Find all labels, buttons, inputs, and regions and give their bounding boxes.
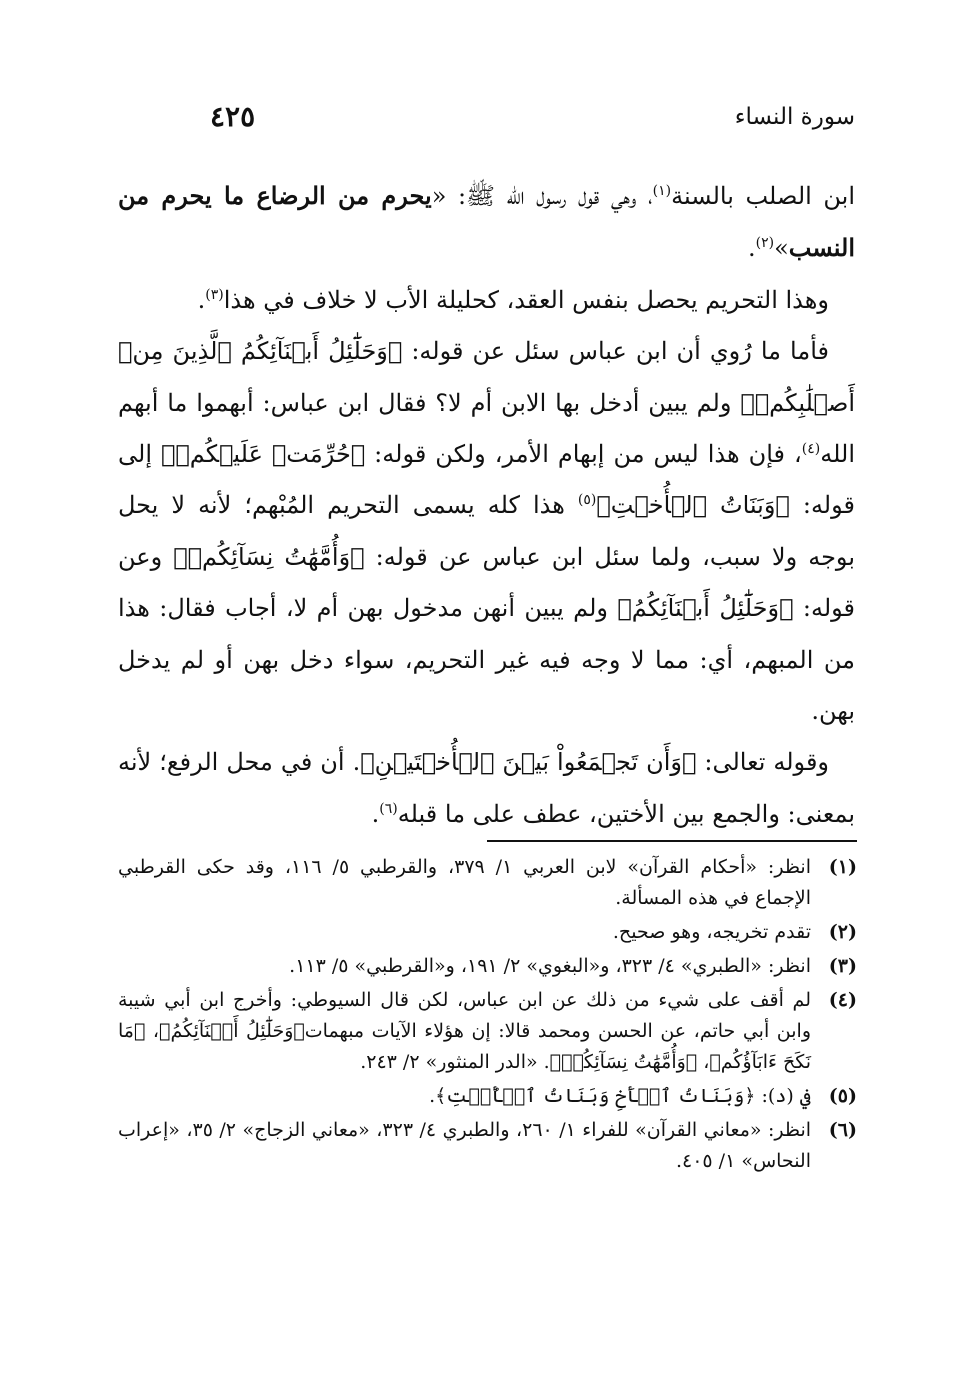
footnote-number: (٢) [828,921,857,943]
text-run: . [371,799,380,828]
text-run: . [197,285,206,314]
main-text [118,170,855,840]
text-run: ، وهي قول رسول الله ﷺ: « [431,182,653,210]
text-run: إلى قوله: [118,440,855,520]
text-run: . [748,234,756,263]
text-run: هذا كله يسمى التحريم المُبْهم؛ لأنه لا يحل بوجه ولا سبب، ولما سئل ابن عباس عن قوله: [118,491,856,571]
footnote-item [118,1081,857,1112]
quran-quote: ﴿وَحَلَٰٓئِلُ أَبۡنَآئِكُمُ﴾ [617,594,794,623]
hadith-text: يحرم من الرضاع ما يحرم من النسب [118,181,855,263]
page-header [130,100,855,144]
text-run: وقوله تعالى: [696,748,830,777]
footnote-ref: (١) [652,183,672,199]
text-run: ولم يبين أدخل بها الابن أم لا؟ فقال ابن عباس: أبهموا ما أبهم الله [118,388,855,469]
page-number: ٤٢٥ [210,100,256,133]
footnote-separator [487,840,857,842]
text-run: . أن في محل الرفع؛ لأنه بمعنى: والجمع بين الأختين، عطف على ما قبله [118,748,855,828]
paragraph-3 [118,326,855,737]
footnote-text: في (د): ﴿وَبَنَاتُ ٱلۡأَخِ وَبَنَاتُ ٱلۡأُخۡتِ﴾. [429,1085,811,1107]
text-run: ولم يبين أنهن مدخول بهن أم لا، أجاب فقال: هذا من المبهم، أي: مما لا وجه فيه غير التحريم، سواء دخل بهن أو لم يدخل بهن. [118,594,855,726]
quran-quote: ﴿حُرِّمَتۡ عَلَيۡكُمۡ﴾ [160,440,366,469]
surah-name: سورة النساء [734,104,855,130]
footnote-item [118,852,857,914]
quran-quote: ﴿وَحَلَٰٓئِلُ أَبۡنَآئِكُمُ ٱلَّذِينَ مِنۡ أَصۡلَٰبِكُمۡ﴾ [118,337,855,417]
text-run: ، فإن هذا ليس من إبهام الأمر، ولكن قوله: [365,440,802,469]
paragraph-4 [118,737,855,840]
footnote-text: انظر: «الطبري» ٤/ ٣٢٣، و«البغوي» ٢/ ١٩١، و«القرطبي» ٥/ ١١٣. [289,955,811,977]
footnote-item [118,951,857,982]
paragraph-1 [118,170,855,275]
paragraph-2 [118,275,855,326]
footnote-text: انظر: «أحكام القرآن» لابن العربي ١/ ٣٧٩، والقرطبي ٥/ ١١٦، وقد حكى القرطبي الإجماع في هذه المسألة. [118,856,811,909]
footnote-text: لم أقف على شيء من ذلك عن ابن عباس، لكن قال السيوطي: وأخرج ابن أبي شيبة وابن أبي حاتم، عن الحسن ومحمد قالا: إن هؤلاء الآيات مبهمات﴿وَحَلَٰٓئِلُ أَبۡنَآئِكُمُ﴾، ﴿مَا نَكَحَ ءَابَآؤُكُم﴾، ﴿وَأُمَّهَٰتُ نِسَآئِكُمۡ﴾. «الدر المنثور» ٢/ ٢٤٣. [118,989,811,1073]
footnotes [118,852,857,1177]
footnote-number: (٤) [828,989,857,1011]
text-run: » [774,234,789,263]
footnote-number: (١) [828,856,857,878]
quran-quote: ﴿وَبَنَاتُ ٱلۡأُخۡتِ﴾ [596,491,790,520]
footnote-item [118,917,857,948]
quran-quote: ﴿وَأُمَّهَٰتُ نِسَآئِكُمۡ﴾ [173,542,365,571]
footnote-ref: (٥) [577,492,597,509]
footnote-text: انظر: «معاني القرآن» للفراء ١/ ٢٦٠، والطبري ٤/ ٣٢٣، «معاني الزجاج» ٢/ ٣٥، «إعراب النحاس» ١/ ٤٠٥. [118,1119,812,1172]
footnote-item [118,985,857,1078]
footnote-ref: (٢) [755,235,775,252]
footnote-number: (٣) [828,955,857,977]
footnote-ref: (٦) [379,800,398,817]
text-run: فأما ما رُوي أن ابن عباس سئل عن قوله: [402,337,829,366]
footnote-item [118,1115,857,1177]
footnote-number: (٥) [828,1085,857,1107]
footnote-number: (٦) [828,1119,857,1141]
quran-quote: ﴿وَأَن تَجۡمَعُواْ بَيۡنَ ٱلۡأُخۡتَيۡنِ﴾ [360,748,697,777]
footnote-ref: (٤) [801,441,821,458]
text-run: وعن قوله: [118,542,856,623]
text-run: ابن الصلب بالسنة [671,182,855,210]
text-run: وهذا التحريم يحصل بنفس العقد، كحليلة الأب لا خلاف في هذا [223,285,829,314]
footnote-text: تقدم تخريجه، وهو صحيح. [612,921,811,943]
footnote-ref: (٣) [205,286,224,303]
